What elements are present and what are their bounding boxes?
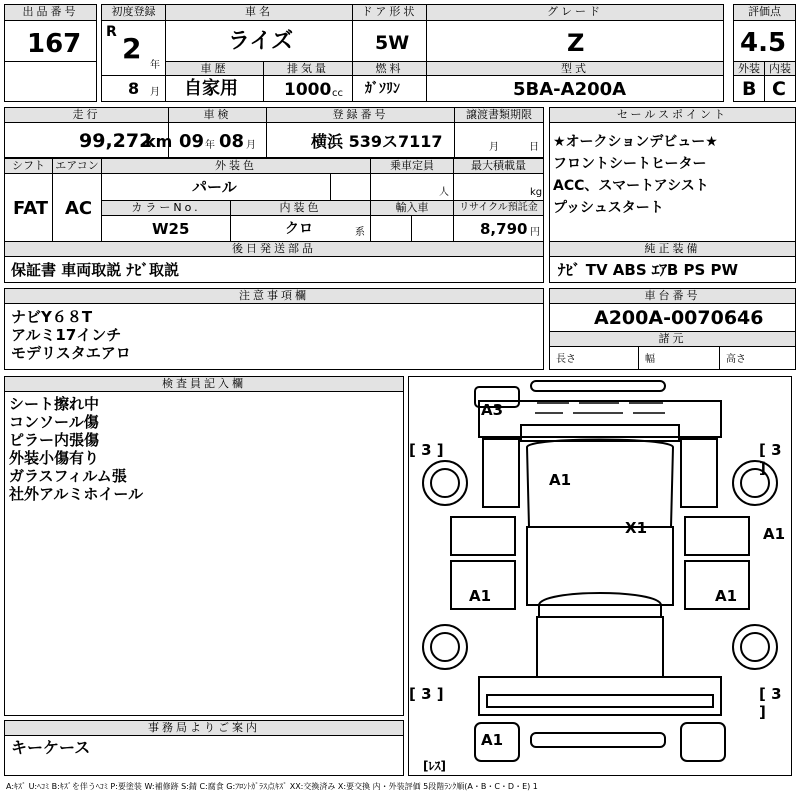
chassis-label: 車台番号 bbox=[549, 288, 796, 304]
mark-front-bumper: A3 bbox=[481, 401, 504, 419]
insp-month-unit: 月 bbox=[246, 140, 256, 151]
color-no-box bbox=[101, 215, 231, 242]
history-box bbox=[165, 75, 264, 102]
fuel-label: 燃料 bbox=[352, 61, 427, 76]
year-unit: 年 bbox=[150, 60, 160, 71]
first-reg-year-box bbox=[101, 20, 166, 76]
spare-tire: [ﾚｽ] bbox=[423, 759, 446, 773]
history-label: 車歴 bbox=[165, 61, 264, 76]
sales-point: ACC、スマートアシスト bbox=[553, 178, 709, 194]
shift: FAT bbox=[13, 198, 49, 219]
aircon-label: エアコン bbox=[52, 158, 102, 174]
mark-right-fender: A1 bbox=[763, 525, 786, 543]
capacity-unit: 人 bbox=[439, 187, 449, 198]
int-color-unit: 系 bbox=[355, 227, 365, 238]
width-box bbox=[638, 346, 720, 370]
caution-box bbox=[4, 303, 544, 370]
office-label: 事務局よりご案内 bbox=[4, 720, 404, 736]
month-unit: 月 bbox=[150, 87, 160, 98]
door: 5W bbox=[375, 32, 410, 54]
mark-hood: A1 bbox=[549, 471, 572, 489]
recycle: 8,790 bbox=[480, 220, 528, 238]
model: 5BA-A200A bbox=[513, 79, 627, 100]
score: 4.5 bbox=[740, 28, 787, 58]
mark-roof: X1 bbox=[625, 519, 648, 537]
import-box-b bbox=[411, 215, 454, 242]
inspector-note: 社外アルミホイール bbox=[9, 485, 144, 503]
max-load-box bbox=[453, 173, 544, 201]
insp-year: 09 bbox=[179, 131, 205, 152]
exterior-box bbox=[733, 75, 765, 102]
car-diagram bbox=[408, 376, 792, 776]
inspection-box bbox=[168, 122, 267, 158]
reg-month: 8 bbox=[128, 79, 140, 98]
later-parts-label: 後日発送部品 bbox=[4, 241, 544, 257]
equipment-box bbox=[549, 256, 796, 283]
inspector-note: ガラスフィルム張 bbox=[9, 467, 127, 485]
model-box bbox=[426, 75, 724, 102]
capacity-box bbox=[370, 173, 454, 201]
color-no: W25 bbox=[152, 220, 190, 238]
length-box bbox=[549, 346, 639, 370]
first-reg-label: 初度登録 bbox=[101, 4, 166, 21]
caution-label: 注意事項欄 bbox=[4, 288, 544, 304]
lot-label: 出品番号 bbox=[4, 4, 97, 21]
shift-box bbox=[4, 173, 53, 242]
sales-point: ★オークションデビュー★ bbox=[553, 134, 718, 150]
era: R bbox=[106, 24, 117, 40]
inspector-note: シート擦れ中 bbox=[9, 395, 100, 413]
sales-point: フロントシートヒーター bbox=[553, 156, 707, 172]
first-reg-month-box bbox=[101, 75, 166, 102]
fuel: ｶﾞｿﾘﾝ bbox=[365, 81, 400, 97]
color-no-label: カラーNo. bbox=[101, 200, 231, 216]
ext-color-extra bbox=[330, 173, 371, 201]
tire-front-right: [ 3 ] bbox=[759, 441, 782, 477]
plate: 横浜 539ス7117 bbox=[311, 132, 443, 151]
insp-month: 08 bbox=[219, 131, 245, 152]
plate-box bbox=[266, 122, 455, 158]
lot-blank bbox=[4, 61, 97, 102]
inspector-note: コンソール傷 bbox=[9, 413, 99, 431]
interior-box bbox=[764, 75, 796, 102]
capacity-label: 乗車定員 bbox=[370, 158, 454, 174]
inspection-label: 車検 bbox=[168, 107, 267, 123]
lot-box bbox=[4, 20, 97, 62]
door-label: ドア形状 bbox=[352, 4, 427, 21]
max-load-label: 最大積載量 bbox=[453, 158, 544, 174]
exterior-label: 外装 bbox=[733, 61, 765, 76]
score-box bbox=[733, 20, 796, 62]
plate-label: 登録番号 bbox=[266, 107, 455, 123]
transfer-day-unit: 日 bbox=[529, 142, 539, 153]
displacement-box bbox=[263, 75, 353, 102]
recycle-unit: 円 bbox=[530, 227, 540, 238]
transfer-label: 譲渡書類期限 bbox=[454, 107, 544, 123]
grade: Z bbox=[567, 29, 585, 57]
equipment-label: 純正装備 bbox=[549, 241, 796, 257]
specs-label: 諸元 bbox=[549, 331, 796, 347]
shift-label: シフト bbox=[4, 158, 53, 174]
mileage-label: 走行 bbox=[4, 107, 169, 123]
interior-grade: C bbox=[772, 78, 786, 100]
reg-year: 2 bbox=[122, 32, 142, 65]
ext-color-label: 外装色 bbox=[101, 158, 371, 174]
car-outline bbox=[409, 377, 791, 775]
door-box bbox=[352, 20, 427, 62]
transfer-month-unit: 月 bbox=[489, 142, 499, 153]
car-name-label: 車名 bbox=[165, 4, 353, 21]
lot-number: 167 bbox=[27, 29, 82, 59]
int-color-label: 内装色 bbox=[230, 200, 371, 216]
recycle-label: リサイクル預託金 bbox=[453, 200, 544, 216]
max-load-unit: kg bbox=[530, 187, 543, 198]
sales-points-box bbox=[549, 122, 796, 242]
later-parts: 保証書 車両取説 ﾅﾋﾞ取説 bbox=[11, 261, 179, 279]
model-label: 型式 bbox=[426, 61, 724, 76]
chassis-box bbox=[549, 303, 796, 332]
history: 自家用 bbox=[184, 78, 238, 99]
import-box-a bbox=[370, 215, 412, 242]
mileage-unit: km bbox=[145, 132, 173, 151]
sales-points-label: セールスポイント bbox=[549, 107, 796, 123]
mileage: 99,272 bbox=[79, 130, 153, 152]
import-label: 輸入車 bbox=[370, 200, 454, 216]
tire-rear-right: [ 3 ] bbox=[759, 685, 782, 721]
mileage-box bbox=[4, 122, 173, 158]
transfer-box bbox=[454, 122, 544, 158]
mark-rear: A1 bbox=[481, 731, 504, 749]
inspector-note: 外装小傷有り bbox=[9, 449, 100, 467]
aircon: AC bbox=[65, 198, 93, 219]
displacement-label: 排気量 bbox=[263, 61, 353, 76]
displacement-unit: cc bbox=[332, 88, 343, 99]
height-box bbox=[719, 346, 796, 370]
ext-color: パール bbox=[192, 178, 237, 196]
legend: A:ｷｽﾞ U:ﾍｺﾐ B:ｷｽﾞを伴うﾍｺﾐ P:要塗装 W:補修跡 S:錆 C:腐食 G:ﾌﾛﾝﾄｶﾞﾗｽ点ｷｽﾞ XX:交換済み X:要交換 内・外装評価 5段階ﾗﾝｸ順(A・B・C・D・E) 1 bbox=[6, 782, 538, 791]
mark-left-door: A1 bbox=[469, 587, 492, 605]
inspector-note: ピラー内張傷 bbox=[9, 431, 100, 449]
int-color-box bbox=[230, 215, 371, 242]
caution-item: モデリスタエアロ bbox=[11, 344, 131, 362]
later-parts-box bbox=[4, 256, 544, 283]
caution-item: アルミ17インチ bbox=[11, 326, 122, 344]
interior-label: 内装 bbox=[764, 61, 796, 76]
displacement: 1000 bbox=[284, 80, 332, 100]
recycle-box bbox=[453, 215, 544, 242]
insp-year-unit: 年 bbox=[205, 140, 215, 151]
tire-front-left: [ 3 ] bbox=[409, 441, 444, 459]
inspector-label: 検査員記入欄 bbox=[4, 376, 404, 392]
fuel-box bbox=[352, 75, 427, 102]
office-note: キーケース bbox=[11, 738, 91, 757]
sales-point: プッシュスタート bbox=[553, 200, 664, 216]
exterior-grade: B bbox=[742, 78, 757, 100]
car-name-box bbox=[165, 20, 353, 62]
aircon-box bbox=[52, 173, 102, 242]
score-label: 評価点 bbox=[733, 4, 796, 21]
int-color: クロ bbox=[285, 221, 313, 237]
width-label: 幅 bbox=[645, 354, 655, 365]
inspector-box bbox=[4, 391, 404, 716]
office-box bbox=[4, 735, 404, 776]
length-label: 長さ bbox=[556, 354, 576, 365]
ext-color-box bbox=[101, 173, 331, 201]
tire-rear-left: [ 3 ] bbox=[409, 685, 444, 703]
height-label: 高さ bbox=[726, 354, 746, 365]
grade-label: グレード bbox=[426, 4, 724, 21]
mark-right-door: A1 bbox=[715, 587, 738, 605]
chassis-number: A200A-0070646 bbox=[594, 307, 764, 329]
equipment: ﾅﾋﾞ TV ABS ｴｱB PS PW bbox=[558, 261, 739, 279]
car-name: ライズ bbox=[228, 29, 294, 54]
grade-box bbox=[426, 20, 724, 62]
caution-item: ナビY６８T bbox=[11, 308, 93, 326]
